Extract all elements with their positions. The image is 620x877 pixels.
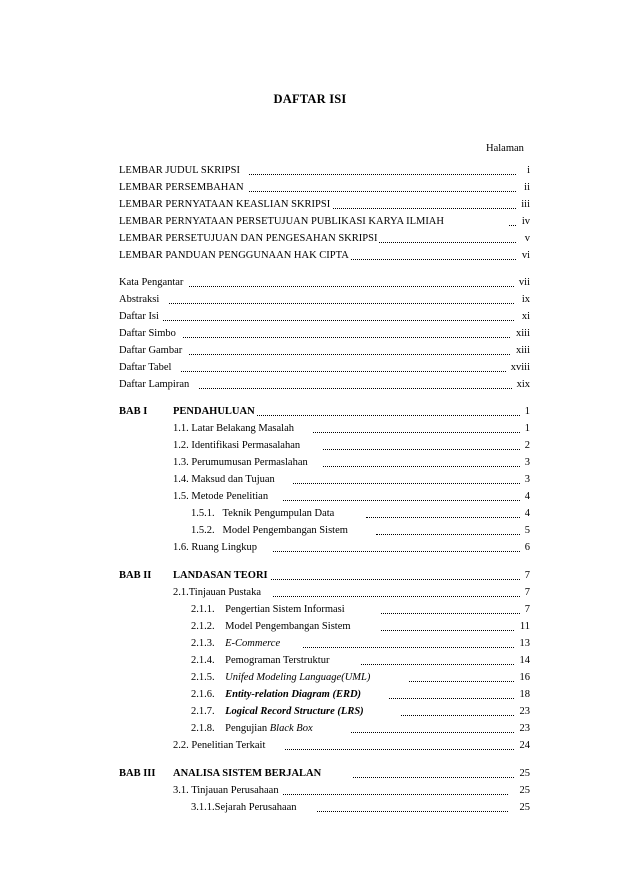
chapter-heading: BAB I PENDAHULUAN 1 xyxy=(119,406,530,417)
toc-entry: 2.1.5. Unifed Modeling Language(UML) 16 xyxy=(191,672,530,683)
chapter-heading: BAB III ANALISA SISTEM BERJALAN 25 xyxy=(119,768,530,779)
toc-entry: 3.1. Tinjauan Perusahaan 25 xyxy=(173,785,530,796)
toc-entry: 1.5.2. Model Pengembangan Sistem 5 xyxy=(191,525,530,536)
halaman-label: Halaman xyxy=(486,143,524,154)
toc-entry: LEMBAR PERSETUJUAN DAN PENGESAHAN SKRIPSI v xyxy=(119,233,530,244)
toc-entry: 2.1.3. E-Commerce 13 xyxy=(191,638,530,649)
toc-entry: Daftar Gambar xiii xyxy=(119,345,530,356)
toc-entry: 2.2. Penelitian Terkait 24 xyxy=(173,740,530,751)
toc-entry: LEMBAR PANDUAN PENGGUNAAN HAK CIPTA vi xyxy=(119,250,530,261)
toc-entry: Daftar Simbo xiii xyxy=(119,328,530,339)
toc-entry: 2.1.2. Model Pengembangan Sistem 11 xyxy=(191,621,530,632)
toc-entry: 3.1.1.Sejarah Perusahaan 25 xyxy=(191,802,530,813)
toc-entry: LEMBAR PERNYATAAN KEASLIAN SKRIPSI iii xyxy=(119,199,530,210)
toc-entry: 2.1.7. Logical Record Structure (LRS) 23 xyxy=(191,706,530,717)
toc-entry: 1.5.1. Teknik Pengumpulan Data 4 xyxy=(191,508,530,519)
toc-entry: LEMBAR PERSEMBAHAN ii xyxy=(119,182,530,193)
toc-entry: 1.1. Latar Belakang Masalah 1 xyxy=(173,423,530,434)
toc-entry: Daftar Isi xi xyxy=(119,311,530,322)
toc-entry: Kata Pengantar vii xyxy=(119,277,530,288)
toc-entry: LEMBAR JUDUL SKRIPSI i xyxy=(119,165,530,176)
toc-entry: 1.4. Maksud dan Tujuan 3 xyxy=(173,474,530,485)
toc-entry: Daftar Lampiran xix xyxy=(119,379,530,390)
chapter-heading: BAB II LANDASAN TEORI 7 xyxy=(119,570,530,581)
toc-entry: 1.2. Identifikasi Permasalahan 2 xyxy=(173,440,530,451)
toc-entry: 1.3. Perumumusan Permaslahan 3 xyxy=(173,457,530,468)
toc-entry: Abstraksi ix xyxy=(119,294,530,305)
toc-entry: 2.1.4. Pemograman Terstruktur 14 xyxy=(191,655,530,666)
toc-entry: 1.6. Ruang Lingkup 6 xyxy=(173,542,530,553)
toc-entry: LEMBAR PERNYATAAN PERSETUJUAN PUBLIKASI KARYA ILMIAH iv xyxy=(119,216,530,227)
toc-entry: 2.1.1. Pengertian Sistem Informasi 7 xyxy=(191,604,530,615)
toc-entry: 2.1.6. Entity-relation Diagram (ERD) 18 xyxy=(191,689,530,700)
page-title: DAFTAR ISI xyxy=(273,92,347,106)
toc-entry: Daftar Tabel xviii xyxy=(119,362,530,373)
toc-entry: 2.1.Tinjauan Pustaka 7 xyxy=(173,587,530,598)
toc-entry: 1.5. Metode Penelitian 4 xyxy=(173,491,530,502)
toc-entry: 2.1.8. Pengujian Black Box 23 xyxy=(191,723,530,734)
